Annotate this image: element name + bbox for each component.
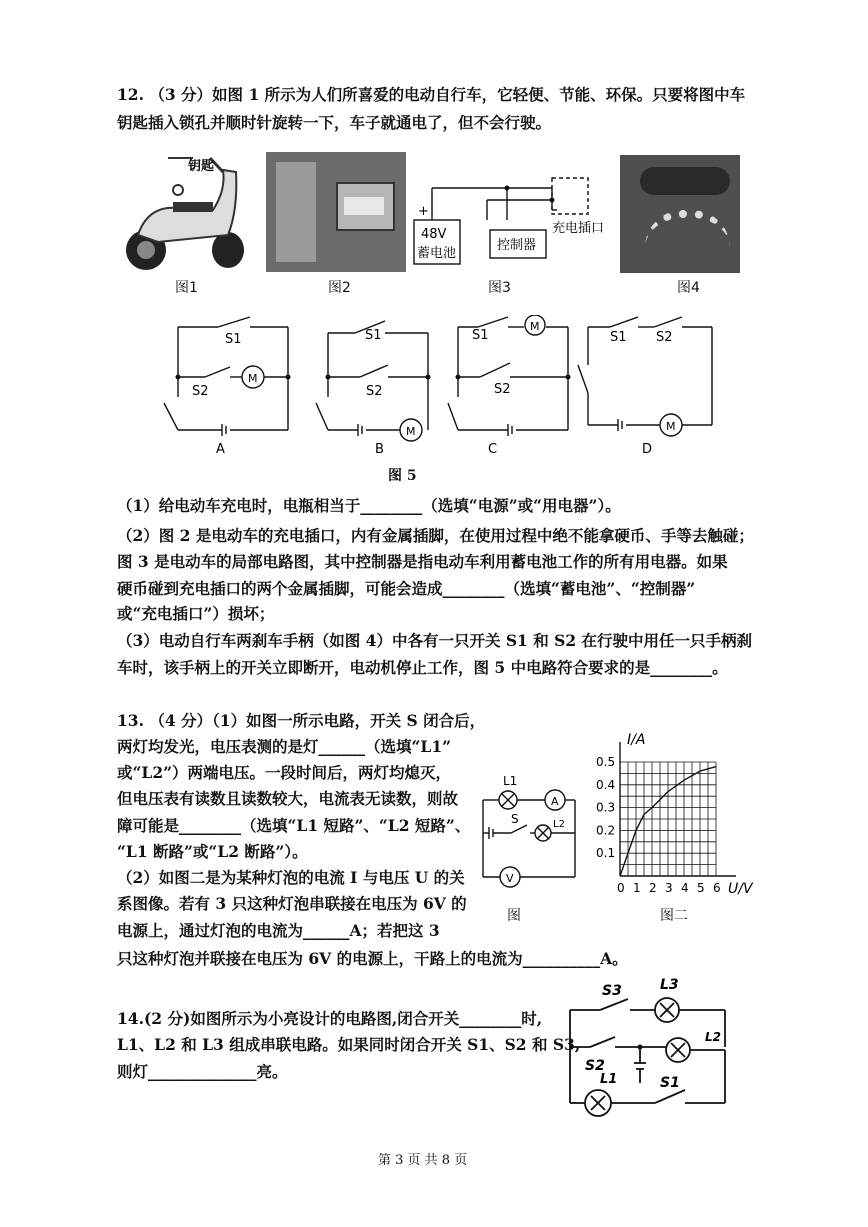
q13-label-voltmeter: V: [506, 872, 514, 885]
figure-1-scooter: [118, 150, 248, 275]
q13-line1: 13. （4 分）（1）如图一所示电路，开关 S 闭合后，: [117, 711, 486, 730]
q12-line2: 钥匙插入锁孔并顺时针旋转一下，车子就通电了，但不会行驶。: [117, 113, 552, 132]
graph-xtick: 5: [697, 881, 705, 895]
q13-line7: （2）如图二是为某种灯泡的电流 I 与电压 U 的关: [117, 868, 465, 887]
q13-fig1-caption: 图: [507, 908, 521, 924]
circuit-c-motor: M: [530, 320, 540, 333]
q13-line5: 障可能是________（选填“L1 短路”、“L2 短路”、: [117, 816, 471, 835]
fig1-caption: 图1: [175, 280, 198, 296]
fig1-key-label: 钥匙: [188, 159, 215, 174]
q13-label-l2: L2: [553, 819, 565, 830]
q13-label-ammeter: A: [551, 795, 559, 808]
fig3-battery: 蓄电池: [417, 246, 457, 261]
circuit-d-s1: S1: [610, 330, 627, 345]
q13-line9: 电源上，通过灯泡的电流为______A；若把这 3: [117, 921, 440, 940]
q13-line6: “L1 断路”或“L2 断路”）。: [117, 842, 308, 861]
circuit-c: [448, 315, 568, 436]
fig5-caption: 图 5: [388, 468, 417, 484]
q14-label-s1: S1: [660, 1075, 680, 1091]
graph-xtick: 0: [617, 881, 625, 895]
q12-sub2b: 图 3 是电动车的局部电路图，其中控制器是指电动车利用蓄电池工作的所有用电器。如果: [117, 552, 728, 571]
graph-xtick: 2: [649, 881, 657, 895]
q13-line2: 两灯均发光，电压表测的是灯______（选填“L1”: [117, 737, 452, 756]
graph-xlabel: U/V: [728, 881, 753, 897]
figure-5-circuits: [160, 315, 720, 460]
q14-line1: 14.(2 分)如图所示为小亮设计的电路图,闭合开关________时,: [117, 1009, 543, 1028]
q14-label-l3: L3: [660, 977, 679, 993]
circuit-d-label: D: [642, 442, 653, 457]
graph-ytick: 0.4: [596, 777, 616, 792]
q13-iu-graph: [590, 728, 758, 898]
q14-label-s3: S3: [602, 983, 622, 999]
fig3-battery-v: 48V: [421, 227, 447, 242]
circuit-a-s2: S2: [192, 384, 209, 399]
circuit-a-label: A: [216, 442, 225, 457]
circuit-a-s1: S1: [225, 332, 242, 347]
graph-ytick: 0.3: [596, 800, 616, 815]
q13-line10: 只这种灯泡并联接在电压为 6V 的电源上，干路上的电流为__________A。: [117, 949, 628, 968]
q13-label-s: S: [511, 812, 519, 826]
q13-line3: 或“L2”）两端电压。一段时间后，两灯均熄灭，: [117, 763, 452, 782]
q12-sub2c: 硬币碰到充电插口的两个金属插脚，可能会造成________（选填“蓄电池”、“控制器”: [117, 579, 696, 598]
circuit-d-s2: S2: [656, 330, 673, 345]
q14-label-l1: L1: [600, 1072, 618, 1087]
figure-4-photo: [620, 155, 740, 273]
q12-sub3b: 车时，该手柄上的开关立即断开，电动机停止工作，图 5 中电路符合要求的是________。: [117, 658, 728, 677]
fig3-caption: 图3: [488, 280, 511, 296]
circuit-c-label: C: [488, 442, 498, 457]
figure-3-circuit: [412, 170, 622, 270]
circuit-b-s1: S1: [365, 328, 382, 343]
q14-line3: 则灯______________亮。: [117, 1062, 288, 1081]
graph-ytick: 0.5: [596, 755, 616, 769]
circuit-d: [578, 317, 712, 436]
q12-sub3a: （3）电动自行车两刹车手柄（如图 4）中各有一只开关 S1 和 S2 在行驶中用任一只手柄刹: [117, 631, 753, 650]
graph-xtick: 1: [633, 881, 641, 895]
q14-circuit: [560, 975, 735, 1125]
q14-label-s2: S2: [585, 1058, 605, 1074]
q12-sub1: （1）给电动车充电时，电瓶相当于________（选填“电源”或“用电器”）。: [117, 496, 621, 515]
q12-sub2d: 或“充电插口”）损坏；: [117, 604, 275, 623]
graph-xtick: 3: [665, 881, 673, 895]
circuit-a-motor: M: [248, 372, 258, 385]
circuit-b-s2: S2: [366, 384, 383, 399]
graph-xtick: 4: [681, 881, 689, 895]
q13-fig2-caption: 图二: [660, 908, 688, 924]
q12-sub2a: （2）图 2 是电动车的充电插口，内有金属插脚，在使用过程中绝不能拿硬币、手等去触碰；: [117, 526, 754, 545]
q13-line8: 系图像。若有 3 只这种灯泡串联接在电压为 6V 的: [117, 894, 467, 913]
fig3-plus: +: [418, 204, 429, 219]
circuit-c-s1: S1: [472, 328, 489, 343]
fig3-controller: 控制器: [497, 238, 537, 253]
q13-label-l1: L1: [503, 774, 518, 788]
fig4-caption: 图4: [677, 280, 700, 296]
circuit-b-motor: M: [406, 425, 416, 438]
graph-ytick: 0.2: [596, 823, 616, 838]
q14-line2: L1、L2 和 L3 组成串联电路。如果同时闭合开关 S1、S2 和 S3,: [117, 1035, 581, 1054]
graph-ylabel: I/A: [627, 732, 646, 748]
q13-line4: 但电压表有读数且读数较大，电流表无读数，则故: [117, 789, 459, 808]
circuit-c-s2: S2: [494, 382, 511, 397]
figure-2-photo: [266, 152, 406, 272]
circuit-d-motor: M: [666, 420, 676, 433]
fig2-caption: 图2: [328, 280, 351, 296]
circuit-b-label: B: [375, 442, 384, 457]
page-footer: 第 3 页 共 8 页: [378, 1153, 468, 1168]
fig3-port: 充电插口: [552, 221, 605, 236]
q13-figure-1-circuit: [475, 765, 585, 915]
q14-label-l2: L2: [705, 1030, 721, 1044]
graph-ytick: 0.1: [596, 846, 616, 861]
q12-line1: 12. （3 分）如图 1 所示为人们所喜爱的电动自行车，它轻便、节能、环保。只要将图中车: [117, 85, 746, 104]
graph-xtick: 6: [713, 881, 721, 895]
